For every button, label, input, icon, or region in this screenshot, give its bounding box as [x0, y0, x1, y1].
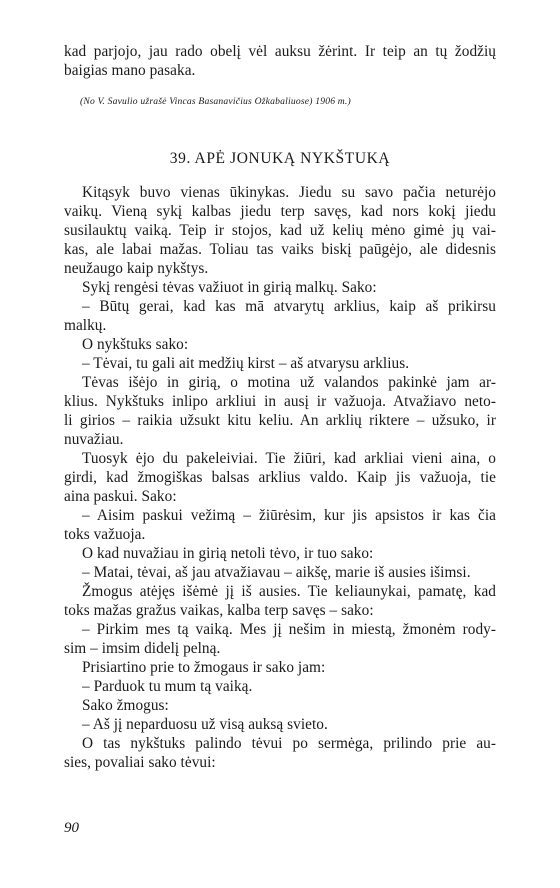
text-line: neužaugo kaip nykštys.	[64, 260, 209, 277]
text-line: O kad nuvažiau in girią netoli tėvo, ir tuo sako:	[82, 545, 374, 562]
text-line: baigias mano pasaka.	[64, 62, 196, 79]
text-line: aina paskui. Sako:	[64, 488, 177, 505]
text-line: toks važuoja.	[64, 526, 146, 543]
text-line: – Matai, tėvai, aš jau atvažiavau – aikšę, marie iš ausies išimsi.	[82, 564, 471, 581]
text-line: Prisiartino prie to žmogaus ir sako jam:	[82, 659, 326, 676]
intro-paragraph	[64, 42, 496, 80]
text-line: Tėvas išėjo in girią, o motina už valandos pakinkė jam ar-	[82, 374, 496, 391]
text-line: girdi, kad žmogiškas balsas arklius valdo. Kaip jis važuoja, tie	[64, 469, 496, 486]
text-line: O tas nykštuks palindo tėvui po sermėga, prilindo prie au-	[82, 735, 496, 752]
text-line: – Pirkim mes tą vaiką. Mes jį nešim in miestą, žmonėm rody-	[82, 621, 496, 638]
text-line: – Būtų gerai, kad kas mā atvarytų arklius, kaip aš prikirsu	[82, 298, 496, 315]
page-number: 90	[64, 820, 79, 836]
text-line: toks mažas gražus vaikas, kalba terp savęs – sako:	[64, 602, 374, 619]
text-line: malkų.	[64, 317, 107, 334]
text-line: susilauktų vaiką. Teip ir stojos, kad už kelių mėno gimė jų vai-	[64, 222, 496, 239]
text-line: – Aš jį neparduosu už visą auksą svieto.	[82, 716, 328, 733]
text-line: kas, ale labai mažas. Toliau tas vaiks biskį paūgėjo, ale didesnis	[64, 241, 496, 258]
text-line: sim – imsim didelį pelną.	[64, 640, 221, 657]
text-line: Tuosyk ėjo du pakeleiviai. Tie žiūri, kad arkliai vieni aina, o	[82, 450, 496, 467]
story-body	[64, 183, 496, 772]
text-line: klius. Nykštuks inlipo arkliui in ausį ir važuoja. Atvažiavo neto-	[64, 393, 496, 410]
source-note: (No V. Savulio užrašė Vincas Basanavičius Ožkabaliuose) 1906 m.)	[80, 96, 351, 107]
text-line: – Parduok tu mum tą vaiką.	[82, 678, 253, 695]
text-line: Sako žmogus:	[82, 697, 169, 714]
text-line: Žmogus atėjęs išėmė jį iš ausies. Tie keliaunykai, pamatę, kad	[82, 583, 496, 600]
text-line: – Aisim paskui vežimą – žiūrėsim, kur jis apsistos ir kas čia	[82, 507, 496, 524]
text-line: O nykštuks sako:	[82, 336, 189, 353]
text-line: sies, povaliai sako tėvui:	[64, 754, 216, 771]
text-line: Kitąsyk buvo vienas ūkinykas. Jiedu su savo pačia neturėjo	[82, 184, 496, 201]
chapter-title: 39. APĖ JONUKĄ NYKŠTUKĄ	[169, 150, 391, 167]
text-line: li girios – raikia užsukt kitu keliu. An arklių riktere – užsuko, ir	[64, 412, 496, 429]
text-line: – Tėvai, tu gali ait medžių kirst – aš atvarysu arklius.	[82, 355, 410, 372]
text-line: Sykį rengėsi tėvas važiuot in girią malkų. Sako:	[82, 279, 377, 296]
text-line: vaikų. Vieną sykį kalbas jiedu terp savęs, kad nors kokį jiedu	[64, 203, 496, 220]
text-line: kad parjojo, jau rado obelį vėl auksu žėrint. Ir teip an tų žodžių	[64, 43, 496, 60]
text-line: nuvažiau.	[64, 431, 124, 448]
